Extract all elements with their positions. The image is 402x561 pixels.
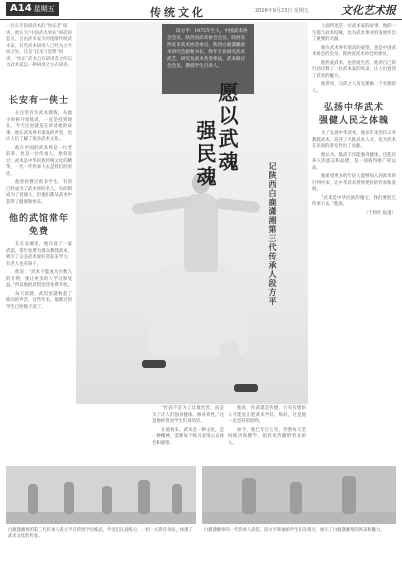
paragraph: 在这里有位武术教练，从他小时候开始练武，一直坚持到现在。今天这里就是在讲述他的故事，他在武术界有很高的声望，也让人们了解了很多武术文化。 [6, 111, 72, 142]
masthead [0, 0, 402, 20]
page-weekday: 星期五 [33, 5, 55, 13]
paragraph: 在他看来，武术是一种文化，是一种精神，需要每个练习者用心去体会和感悟。 [152, 427, 224, 446]
byline: （于和红 报道） [363, 210, 396, 216]
issue-date: 2016年9月23日 星期五 [255, 8, 309, 14]
paragraph: 他说，传武就是传德，只有有德的人才能真正把武术学好、练好，这是他一直坚持的原则。 [228, 406, 306, 424]
subheading-left: 长安有一侠士 [8, 96, 69, 106]
hero-photo [76, 22, 308, 404]
bio-box: 段方平：1975年生人，中国武术协会会员，陕西省武术协会会员，陕西省西安市武术协会委员，陕西白鹿潇湘武术研究会副秘书长，终年专业研究武术武艺，研究及武术各类拳法，武术研讨会会员，教授学生百余人。 [162, 24, 254, 94]
student-figure [64, 482, 74, 514]
paragraph: 他在中国的武术界是一位老前辈，也是一位传承人。他曾说过：武术是中华民族传统文化的精华，一代一代传承下去是我们的责任。 [6, 145, 72, 177]
newspaper-name: 文化艺术报 [341, 4, 396, 17]
photo-caption: 白鹿潇湘拳的一代传承人武馆，段方平和他的学生们在练习，展示了白鹿潇湘拳的风采和魅力。 [204, 528, 385, 533]
student-figure [138, 480, 150, 514]
middle-column-2 [152, 406, 224, 449]
page-number [6, 2, 59, 16]
right-top-body [312, 24, 396, 95]
paragraph: “传武不是为了比谁厉害，而是为了让人们强身健体、修身养性。”这是他经常对学生们说的话。 [152, 406, 224, 424]
left-column [6, 88, 72, 313]
lead-paragraph: 一位长年钻研武术的“快乐老”研讲，被认为“中国武术事业”研武的起点，自由武术家为何逐渐传统武术家，有些武术研讲人已经为之共同之处，这是“技术与思想”研讲，“快乐”武术自有研讲者之所以为武术家以一种研讲之方式研讲。 [6, 24, 72, 68]
paragraph: “武术是中华民族的瑰宝，我们要把它传承下去。”他说。 [312, 195, 396, 207]
paragraph: 他认为，练武不仅能强身健体，还能培养人的意志和品德，是一项值得推广的运动。 [312, 152, 396, 171]
m1-body [6, 242, 72, 311]
paragraph: 上面所述是一位武术家的故事，他的一生都与武术结缘，也为武术事业的发展作出了重要的贡献。 [312, 24, 396, 42]
paragraph: 他说：“武术不能成为少数人的专利，要让更多的人学习和受益。”所以他的武馆坚持免费开放。 [6, 270, 72, 288]
paragraph: 他常说，习武之人首先要做一个有德的人。 [312, 82, 396, 94]
paragraph: 每天清晨，武馆里就响起了练功的声音，这些年来，他教过的学生已经数不清了。 [6, 291, 72, 310]
paragraph: 在长安城里，他开设了一家武馆，常年免费为群众教授武术，吸引了众多武术爱好者前来学习，有老人也有孩子。 [6, 242, 72, 267]
right-body [312, 131, 396, 217]
paragraph: 他在武术界有很高的威望，也是中国武术协会的会员、陕西省武术协会的委员。 [312, 45, 396, 57]
headline-line: 强民魂 [193, 120, 217, 189]
page-number-text: A14 [10, 3, 32, 14]
right-column [312, 24, 396, 219]
section-title: 传统文化 [150, 6, 206, 19]
training-photo [6, 466, 196, 524]
martial-hall-photo [202, 466, 396, 524]
headline-subtitle: 记陕西白鹿潇湘第三代传承人段方平 [268, 162, 278, 306]
student-figure [172, 484, 182, 514]
martial-artist-figure [234, 384, 258, 392]
headline [194, 82, 238, 189]
practitioner-figure [342, 476, 356, 514]
subheading-right-text: 弘扬中华武术 强健人民之体魄 [318, 103, 389, 126]
student-figure [28, 484, 38, 514]
student-figure [102, 486, 112, 514]
practitioner-figure [242, 478, 256, 514]
subheading-m1: 他的武馆常年免费 [8, 214, 69, 237]
paragraph: 为了弘扬中华武术，他多年来坚持义务教授武术，培养了大批武术人才，也为武术在民间的普及作出了贡献。 [312, 131, 396, 149]
left-body [6, 111, 72, 206]
martial-artist-figure [142, 360, 166, 368]
paragraph: 他热爱武术，也热爱生活。他用自己的行动诠释了一位武术家的风采，让人们看到了武术的魅力。 [312, 60, 396, 79]
subheading-right [312, 100, 396, 126]
middle-column-3 [228, 406, 306, 449]
paragraph: 如今，他已年过七旬，仍然每天坚持练功和教学，把武术传播给更多的人。 [228, 427, 306, 446]
paragraph: 他希望更多的年轻人能够加入到武术的行列中来，让中华武术得到更好的传承和发展。 [312, 174, 396, 192]
practitioner-figure [290, 482, 302, 514]
martial-artist-figure [216, 198, 261, 214]
photo-caption: 白鹿潇湘拳的第三代传承人段方平在传授学员练武，学员们认真练习，一招一式皆有章法，体现了武术文化的传承。 [8, 528, 193, 539]
paragraph: 他曾经教过很多学生，有的已经成为了武术界的名人，有的则成为了普通人，但他们都从武术中获得了健康和快乐。 [6, 180, 72, 205]
headline-line: 愿以武魂 [215, 82, 239, 174]
